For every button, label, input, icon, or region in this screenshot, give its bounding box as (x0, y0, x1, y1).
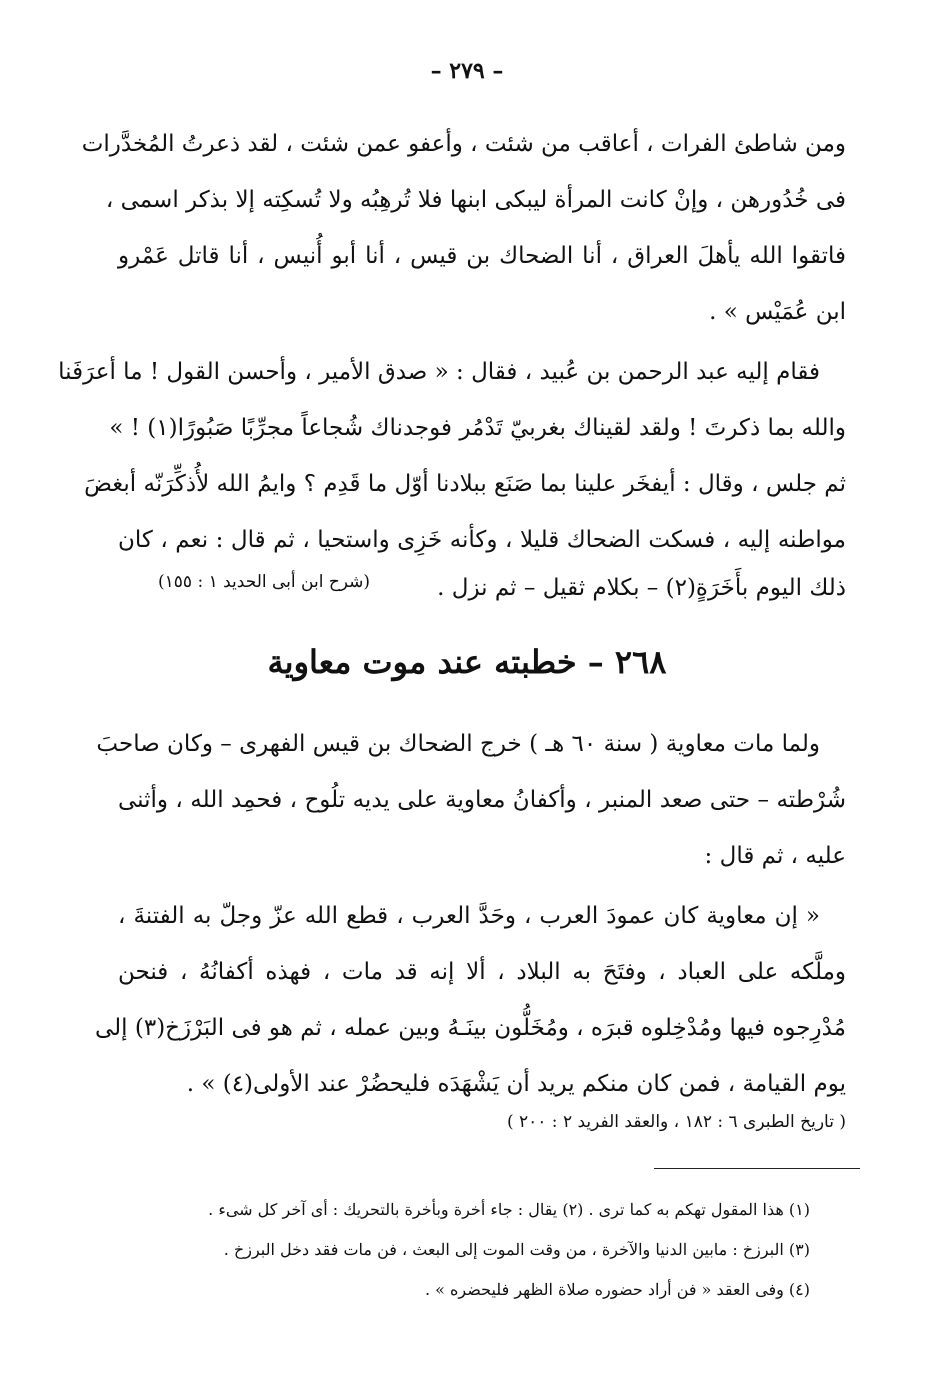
paragraph-4 (94, 888, 846, 1112)
text-line: والله بما ذكرتَ ! ولقد لقيناك بغربيّ تَدْمُر فوجدناك شُجاعاً مجرِّبًا صَبُورًا(١) ! » (109, 415, 846, 441)
text-line: عليه ، ثم قال : (704, 843, 846, 869)
text-line: فقام إليه عبد الرحمن بن عُبيد ، فقال : « صدق الأمير ، وأحسن القول ! ما أعرَفَنا (58, 359, 820, 385)
source-citation: (شرح ابن أبى الحديد ١ : ١٥٥) (158, 572, 371, 592)
paragraph-3 (96, 716, 846, 884)
text-line: وملَّكه على العباد ، وفتَحَ به البلاد ، ألا إنه قد مات ، فهذه أكفانُهُ ، فنحن (118, 959, 846, 985)
text-line: « إن معاوية كان عمودَ العرب ، وحَدَّ العرب ، قطع الله عزّ وجلّ به الفتنةَ ، (118, 903, 820, 929)
text-line: مواطنه إليه ، فسكت الضحاك قليلا ، وكأنه خَزِى واستحيا ، ثم قال : نعم ، كان (118, 527, 846, 553)
footnote-divider (654, 1168, 860, 1169)
text-line: ومن شاطئ الفرات ، أعاقب من شئت ، وأعفو عمن شئت ، لقد ذعرتُ المُخدَّرات (81, 131, 846, 157)
page-number: – ٢٧٩ – (430, 58, 504, 84)
footnote-line: (٣) البرزخ : مابين الدنيا والآخرة ، من وقت الموت إلى البعث ، فن مات فقد دخل البرزخ . (223, 1240, 810, 1259)
text-line: مُدْرِجوه فيها ومُدْخِلوه قبرَه ، ومُخَلُّون بينَـهُ وبين عمله ، ثم هو فى البَرْزَخ(٣) إلى (94, 1015, 846, 1041)
text-line: ولما مات معاوية ( سنة ٦٠ هـ ) خرج الضحاك بن قيس الفهرى – وكان صاحبَ (96, 731, 820, 757)
text-line: ثم جلس ، وقال : أيفخَر علينا بما صَنَع ببلادنا أوّل ما قَدِم ؟ وايمُ الله لأُذكِّرَنّه أبغضَ (84, 471, 846, 497)
text-line: فى خُدُورهن ، وإنْ كانت المرأة ليبكى ابنها فلا تُرهِبُه ولا تُسكِته إلا بذكر اسمى ، (105, 187, 846, 213)
text-line: ابن عُمَيْس » . (709, 299, 846, 325)
text-line: شُرْطته – حتى صعد المنبر ، وأكفانُ معاوية على يديه تلُوح ، فحمِد الله ، وأثنى (118, 787, 846, 813)
paragraph-2-last-line (118, 560, 846, 616)
text-line: فاتقوا الله يأهلَ العراق ، أنا الضحاك بن قيس ، أنا أبو أُنيس ، أنا قاتل عَمْرو (118, 243, 846, 269)
paragraph-1 (81, 116, 846, 340)
footnote-line: (٤) وفى العقد « فن أراد حضوره صلاة الظهر فليحضره » . (425, 1280, 810, 1299)
paragraph-2 (58, 344, 846, 568)
text-line: يوم القيامة ، فمن كان منكم يريد أن يَشْهَدَه فليحضُرْ عند الأولى(٤) » . (186, 1071, 846, 1097)
source-citation: ( تاريخ الطبرى ٦ : ١٨٢ ، والعقد الفريد ٢ : ٢٠٠ ) (506, 1112, 846, 1132)
footnote-line: (١) هذا المقول تهكم به كما ترى . (٢) يقال : جاء أخرة وبأخرة بالتحريك : أى آخر كل شىء . (208, 1200, 810, 1219)
section-heading: ٢٦٨ – خطبته عند موت معاوية (267, 643, 667, 681)
text-line: ذلك اليوم بأَخَرَةٍ(٢) – بكلام ثقيل – ثم نزل . (437, 575, 846, 601)
